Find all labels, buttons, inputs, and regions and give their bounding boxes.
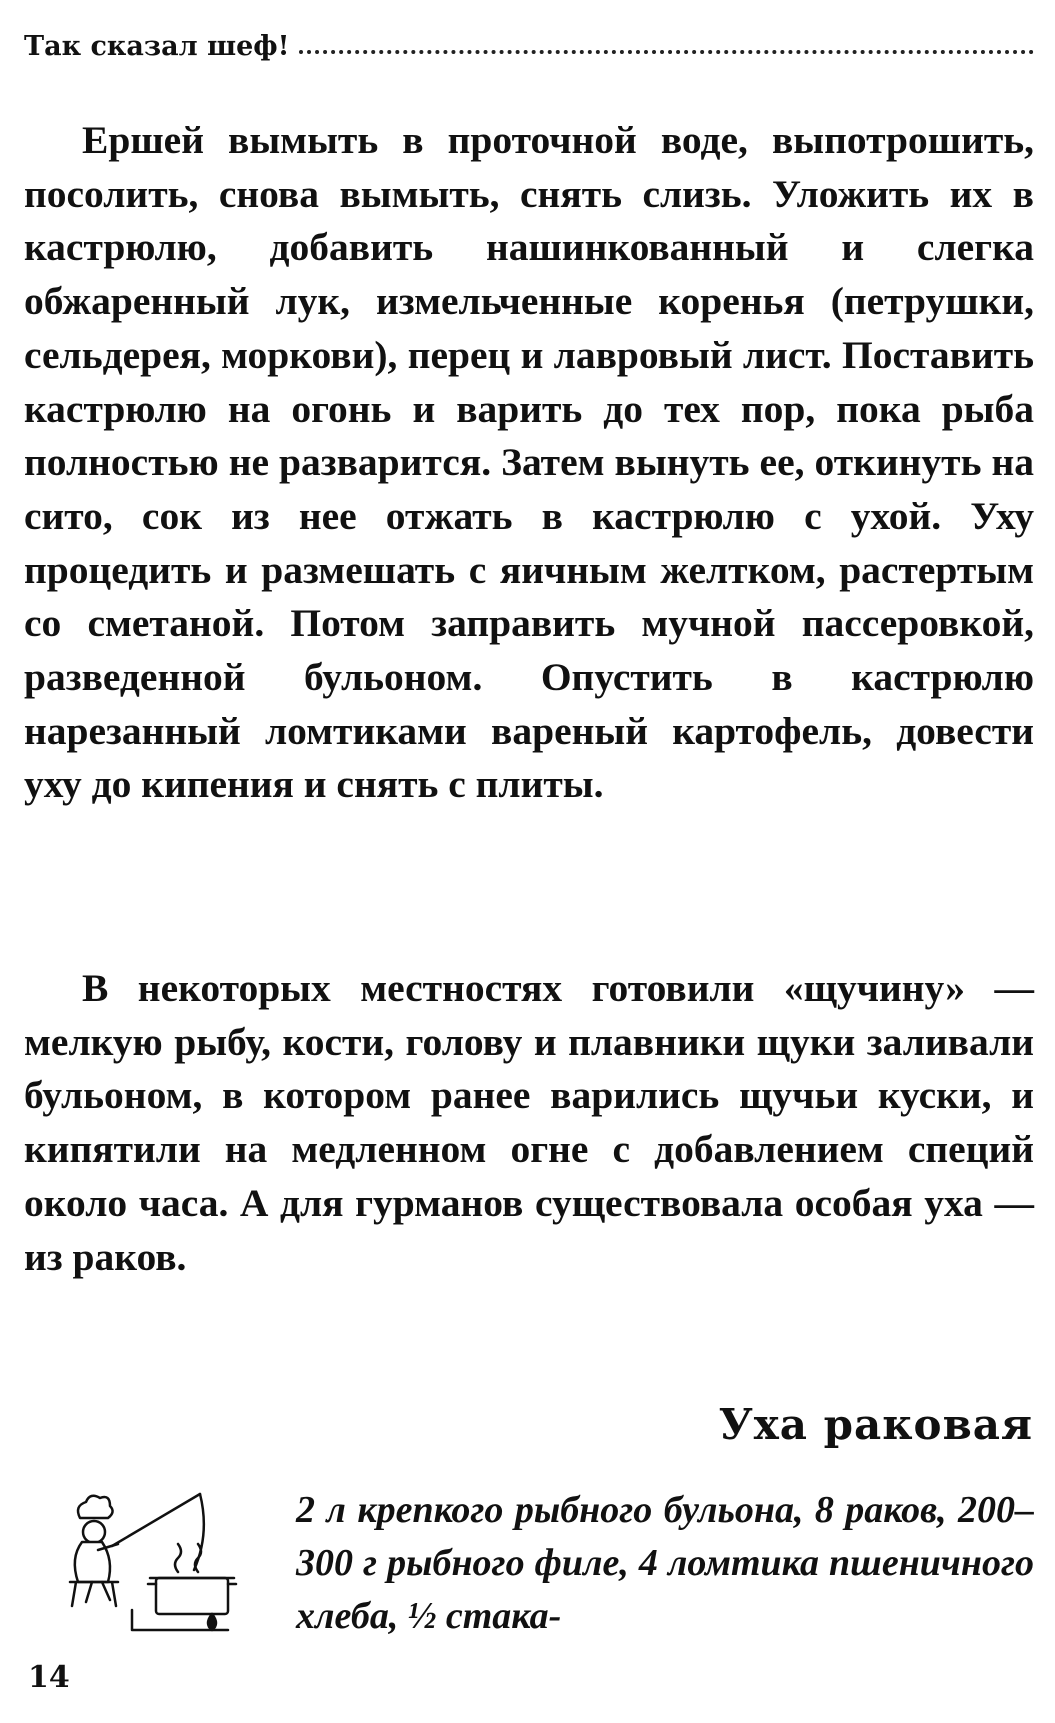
paragraph: Ершей вымыть в проточной воде, выпотрошить, посолить, снова вымыть, снять слизь. Уложить их в кастрюлю, добавить нашинкованный и слегка обжаренный лук, измельченные коренья (петрушки, сельдерея, моркови), перец и лавровый лист. Поставить кастрюлю на огонь и варить до тех пор, пока рыба полностью не разварится. Затем вынуть ее, откинуть на сито, сок из нее отжать в кастрюлю с ухой. Уху процедить и размешать с яичным желтком, растертым со сметаной. Потом заправить мучной пассеровкой, разведенной бульоном. Опустить в кастрюлю нарезанный ломтиками вареный картофель, довести уху до кипения и снять с плиты. [24,118,1034,807]
recipe-ingredients: 2 л крепкого рыбного бульона, 8 раков, 200–300 г рыбного филе, 4 ломтика пшеничного хлеба, ½ стака- [296,1489,1034,1637]
dotted-leader [299,50,1034,54]
running-head-title: Так сказал шеф! [24,30,290,62]
chef-fishing-icon [52,1480,252,1640]
running-head [24,26,1034,66]
recipe-title: Уха раковая [718,1400,1033,1449]
paragraph: В некоторых местностях готовили «щучину» — мелкую рыбу, кости, голову и плавники щуки заливали бульоном, в котором ранее варились щучьи куски, и кипятили на медленном огне с добавлением специй около часа. А для гурманов существовала особая уха — из раков. [24,966,1034,1279]
page-number: 14 [28,1660,70,1695]
